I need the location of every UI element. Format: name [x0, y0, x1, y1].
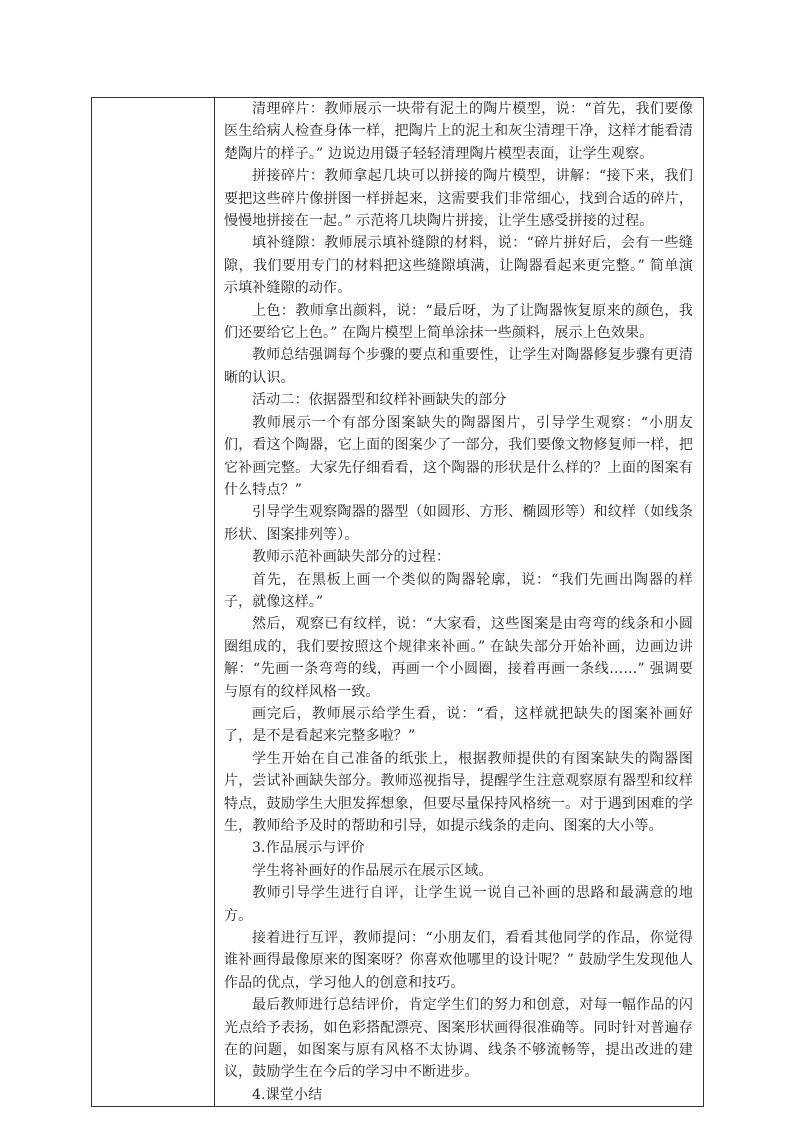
- section-heading: 3.作品展示与评价: [252, 840, 365, 857]
- paragraph: 上色：教师拿出颜料，说：“最后呀，为了让陶器恢复原来的颜色，我们还要给它上色。” 在陶片模型上简单涂抹一些颜料，展示上色效果。: [224, 302, 693, 342]
- lesson-plan-table: [91, 97, 704, 1107]
- content-cell: [215, 98, 704, 1107]
- paragraph: 画完后，教师展示给学生看，说：“看，这样就把缺失的图案补画好了，是不是看起来完整多啦？”: [224, 705, 693, 745]
- paragraph: 然后，观察已有纹样，说：“大家看，这些图案是由弯弯的线条和小圆圈组成的，我们要按照这个规律来补画。” 在缺失部分开始补画，边画边讲解：“先画一条弯弯的线，再画一个小圆圈，接着再画一条线……” 强调要与原有的纹样风格一致。: [224, 616, 693, 700]
- paragraph: 最后教师进行总结评价，肯定学生们的努力和创意，对每一幅作品的闪光点给予表扬，如色彩搭配漂亮、图案形状画得很准确等。同时针对普遍存在的问题，如图案与原有风格不太协调、线条不够流畅等，提出改进的建议，鼓励学生在今后的学习中不断进步。: [224, 997, 693, 1081]
- paragraph: 拼接碎片：教师拿起几块可以拼接的陶片模型，讲解：“接下来，我们要把这些碎片像拼图一样拼起来，这需要我们非常细心，找到合适的碎片，慢慢地拼接在一起。” 示范将几块陶片拼接，让学生感受拼接的过程。: [224, 168, 693, 230]
- paragraph: 引导学生观察陶器的器型（如圆形、方形、椭圆形等）和纹样（如线条形状、图案排列等）。: [224, 504, 693, 543]
- paragraph: 学生开始在自己准备的纸张上，根据教师提供的有图案缺失的陶器图片，尝试补画缺失部分。教师巡视指导，提醒学生注意观察原有器型和纹样特点，鼓励学生大胆发挥想象，但要尽量保持风格统一。对于遇到困难的学生，教师给予及时的帮助和引导，如提示线条的走向、图案的大小等。: [224, 750, 693, 834]
- paragraph: 学生将补画好的作品展示在展示区域。: [252, 862, 493, 879]
- section-heading: 4.课堂小结: [252, 1086, 323, 1103]
- paragraph: 教师展示一个有部分图案缺失的陶器图片，引导学生观察：“小朋友们，看这个陶器，它上面的图案少了一部分，我们要像文物修复师一样，把它补画完整。大家先仔细看看，这个陶器的形状是什么样的？上面的图案有什么特点？”: [224, 414, 693, 498]
- content-body: [215, 98, 703, 1106]
- section-heading: 活动二：依据器型和纹样补画缺失的部分: [252, 392, 507, 409]
- paragraph: 填补缝隙：教师展示填补缝隙的材料，说：“碎片拼好后，会有一些缝隙，我们要用专门的材料把这些缝隙填满，让陶器看起来更完整。” 简单演示填补缝隙的动作。: [224, 235, 693, 297]
- left-column-cell: [92, 98, 215, 1107]
- paragraph: 首先，在黑板上画一个类似的陶器轮廓，说：“我们先画出陶器的样子，就像这样。”: [224, 571, 693, 610]
- paragraph: 教师引导学生进行自评，让学生说一说自己补画的思路和最满意的地方。: [224, 885, 693, 924]
- paragraph: 教师示范补画缺失部分的过程：: [252, 549, 451, 566]
- paragraph: 教师总结强调每个步骤的要点和重要性，让学生对陶器修复步骤有更清晰的认识。: [224, 347, 693, 386]
- paragraph: 接着进行互评，教师提问：“小朋友们，看看其他同学的作品，你觉得谁补画得最像原来的图案呀？你喜欢他哪里的设计呢？” 鼓励学生发现他人作品的优点，学习他人的创意和技巧。: [224, 930, 693, 991]
- table-row: [92, 98, 704, 1107]
- paragraph: 清理碎片：教师展示一块带有泥土的陶片模型，说：“首先，我们要像医生给病人检查身体一样，把陶片上的泥土和灰尘清理干净，这样才能看清楚陶片的样子。” 边说边用镊子轻轻清理陶片模型表面，让学生观察。: [224, 101, 693, 162]
